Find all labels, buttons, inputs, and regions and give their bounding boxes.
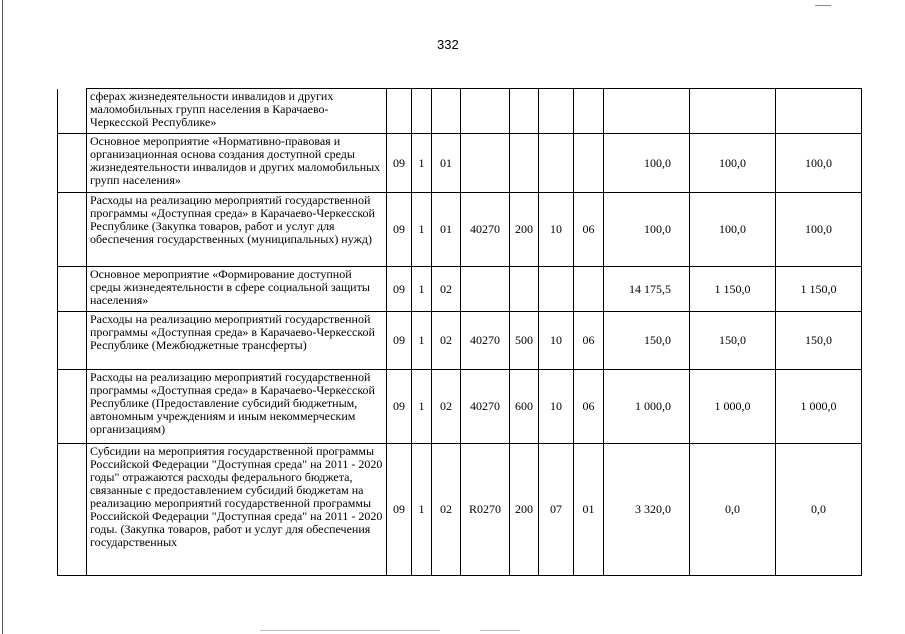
code-direction bbox=[461, 89, 510, 134]
budget-table bbox=[57, 88, 862, 576]
row-description: Расходы на реализацию мероприятий государственной программы «Доступная среда» в Карачаево-Черкесской Республике (Межбюджетные трансферты) bbox=[87, 312, 387, 370]
code-pr bbox=[574, 134, 604, 193]
row-spacer-cell bbox=[58, 444, 87, 576]
row-description: Основное мероприятие «Нормативно-правовая и организационная основа создания доступной среды жизнедеятельности инвалидов и других маломобильных групп населения» bbox=[87, 134, 387, 193]
code-direction: 40270 bbox=[461, 193, 510, 267]
sum-year-3: 0,0 bbox=[776, 444, 862, 576]
sum-year-1: 150,0 bbox=[604, 312, 690, 370]
code-pr bbox=[574, 267, 604, 312]
scan-mark bbox=[815, 5, 831, 6]
row-spacer-cell bbox=[58, 134, 87, 193]
code-pr: 06 bbox=[574, 193, 604, 267]
code-gp: 09 bbox=[387, 134, 412, 193]
sum-year-3: 100,0 bbox=[776, 193, 862, 267]
code-pr: 01 bbox=[574, 444, 604, 576]
code-pp: 1 bbox=[412, 444, 432, 576]
code-direction: 40270 bbox=[461, 370, 510, 444]
code-vr: 200 bbox=[510, 193, 539, 267]
row-description: Расходы на реализацию мероприятий государственной программы «Доступная среда» в Карачаево-Черкесской Республике (Закупка товаров, работ и услуг для обеспечения государственных (муниципальных) нужд) bbox=[87, 193, 387, 267]
code-pp bbox=[412, 89, 432, 134]
row-spacer-cell bbox=[58, 267, 87, 312]
scan-noise bbox=[480, 630, 520, 631]
code-om: 01 bbox=[432, 134, 461, 193]
code-pp: 1 bbox=[412, 134, 432, 193]
code-vr bbox=[510, 267, 539, 312]
code-rz bbox=[539, 89, 574, 134]
code-vr: 200 bbox=[510, 444, 539, 576]
code-gp: 09 bbox=[387, 370, 412, 444]
code-pr: 06 bbox=[574, 312, 604, 370]
sum-year-1: 3 320,0 bbox=[604, 444, 690, 576]
table-row bbox=[58, 444, 862, 576]
code-vr bbox=[510, 134, 539, 193]
sum-year-1: 100,0 bbox=[604, 134, 690, 193]
row-description: Расходы на реализацию мероприятий государственной программы «Доступная среда» в Карачаево-Черкесской Республике (Предоставление субсидий бюджетным, автономным учреждениям и иным некоммерческим организациям) bbox=[87, 370, 387, 444]
code-gp: 09 bbox=[387, 444, 412, 576]
code-gp: 09 bbox=[387, 193, 412, 267]
code-direction bbox=[461, 134, 510, 193]
page-number: 332 bbox=[437, 37, 459, 52]
code-om: 01 bbox=[432, 193, 461, 267]
sum-year-3: 150,0 bbox=[776, 312, 862, 370]
sum-year-2: 100,0 bbox=[690, 193, 776, 267]
row-spacer-cell bbox=[58, 312, 87, 370]
table-row bbox=[58, 134, 862, 193]
code-direction: R0270 bbox=[461, 444, 510, 576]
row-spacer-cell bbox=[58, 193, 87, 267]
row-spacer-cell bbox=[58, 370, 87, 444]
code-om: 02 bbox=[432, 444, 461, 576]
sum-year-1 bbox=[604, 89, 690, 134]
row-description: Основное мероприятие «Формирование доступной среды жизнедеятельности в сфере социальной защиты населения» bbox=[87, 267, 387, 312]
row-description: Субсидии на мероприятия государственной программы Российской Федерации "Доступная среда" на 2011 - 2020 годы" отражаются расходы федерального бюджета, связанные с предоставлением субсидий бюджетам на реализацию мероприятий государственной программы Российской Федерации "Доступная среда" на 2011 - 2020 годы. (Закупка товаров, работ и услуг для обеспечения государственных bbox=[87, 444, 387, 576]
code-vr bbox=[510, 89, 539, 134]
code-rz bbox=[539, 267, 574, 312]
sum-year-3: 100,0 bbox=[776, 134, 862, 193]
code-rz: 07 bbox=[539, 444, 574, 576]
code-rz: 10 bbox=[539, 312, 574, 370]
sum-year-2: 100,0 bbox=[690, 134, 776, 193]
sum-year-2 bbox=[690, 89, 776, 134]
sum-year-2: 0,0 bbox=[690, 444, 776, 576]
code-rz: 10 bbox=[539, 370, 574, 444]
code-pp: 1 bbox=[412, 267, 432, 312]
table-row bbox=[58, 89, 862, 134]
sum-year-3: 1 000,0 bbox=[776, 370, 862, 444]
sum-year-2: 150,0 bbox=[690, 312, 776, 370]
sum-year-2: 1 000,0 bbox=[690, 370, 776, 444]
code-pr bbox=[574, 89, 604, 134]
code-rz: 10 bbox=[539, 193, 574, 267]
code-direction: 40270 bbox=[461, 312, 510, 370]
code-vr: 500 bbox=[510, 312, 539, 370]
table-row bbox=[58, 267, 862, 312]
code-om: 02 bbox=[432, 312, 461, 370]
table-row bbox=[58, 312, 862, 370]
code-pp: 1 bbox=[412, 312, 432, 370]
sum-year-1: 1 000,0 bbox=[604, 370, 690, 444]
code-rz bbox=[539, 134, 574, 193]
code-pp: 1 bbox=[412, 193, 432, 267]
code-pp: 1 bbox=[412, 370, 432, 444]
sum-year-3 bbox=[776, 89, 862, 134]
code-gp: 09 bbox=[387, 267, 412, 312]
page-left-edge bbox=[2, 0, 3, 634]
code-om bbox=[432, 89, 461, 134]
scan-noise bbox=[260, 630, 440, 631]
sum-year-2: 1 150,0 bbox=[690, 267, 776, 312]
code-gp bbox=[387, 89, 412, 134]
code-vr: 600 bbox=[510, 370, 539, 444]
sum-year-3: 1 150,0 bbox=[776, 267, 862, 312]
row-description: сферах жизнедеятельности инвалидов и других маломобильных групп населения в Карачаево-Черкесской Республике» bbox=[87, 89, 387, 134]
code-gp: 09 bbox=[387, 312, 412, 370]
code-om: 02 bbox=[432, 267, 461, 312]
code-pr: 06 bbox=[574, 370, 604, 444]
code-direction bbox=[461, 267, 510, 312]
sum-year-1: 14 175,5 bbox=[604, 267, 690, 312]
table-row bbox=[58, 193, 862, 267]
table-row bbox=[58, 370, 862, 444]
row-spacer-cell bbox=[58, 89, 87, 134]
code-om: 02 bbox=[432, 370, 461, 444]
sum-year-1: 100,0 bbox=[604, 193, 690, 267]
